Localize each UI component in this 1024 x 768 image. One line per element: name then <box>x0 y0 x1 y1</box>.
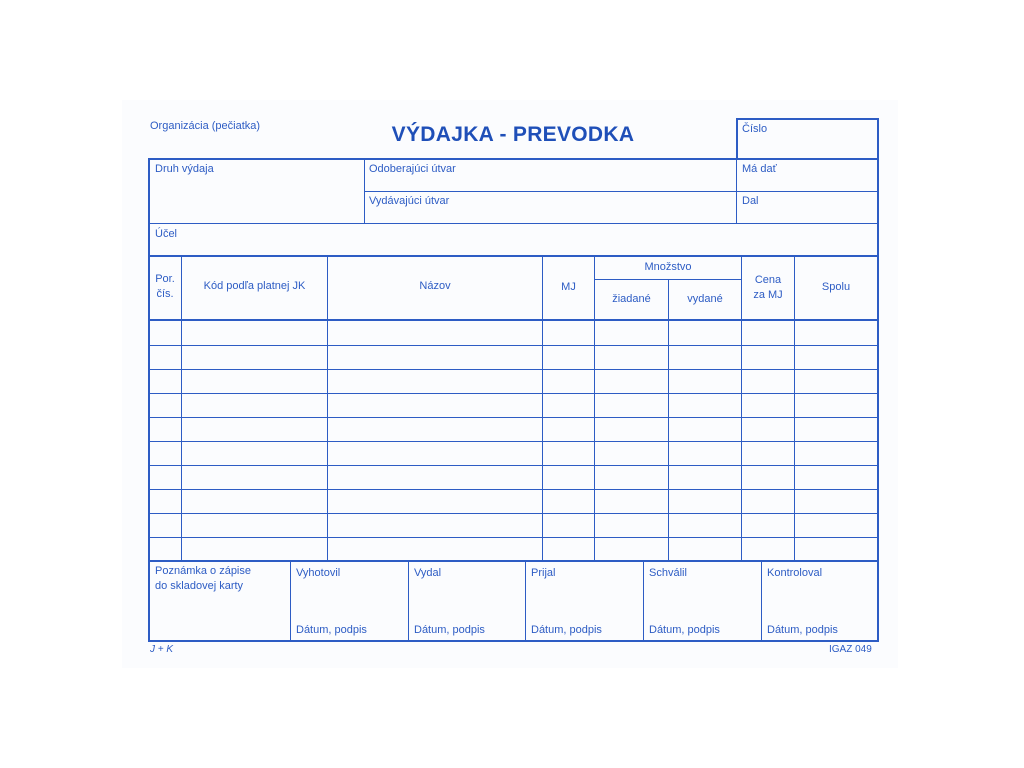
purpose-label: Účel <box>155 228 178 240</box>
frame-bottom <box>148 640 879 642</box>
approved-date-sign: Dátum, podpis <box>649 624 720 636</box>
col-line-price <box>794 256 795 561</box>
table-row-line <box>148 345 879 346</box>
col-no-header-1: Por. <box>155 273 175 285</box>
table-header-bottom <box>148 319 879 321</box>
footer-left-mark: J + K <box>150 644 174 655</box>
issue-type-label: Druh výdaja <box>155 163 214 175</box>
col-total-header: Spolu <box>821 281 851 293</box>
col-code-header: Kód podľa platnej JK <box>203 280 306 292</box>
sig-divider-1 <box>290 561 291 641</box>
number-box-right <box>877 118 879 160</box>
sig-divider-3 <box>525 561 526 641</box>
col-line-name <box>542 256 543 561</box>
frame-left <box>148 158 150 642</box>
number-box-top <box>736 118 879 120</box>
frame-right <box>877 158 879 642</box>
col-price-header-1: Cena <box>754 274 782 286</box>
col-name-header: Názov <box>419 280 451 292</box>
sig-divider-5 <box>761 561 762 641</box>
table-row-line <box>148 417 879 418</box>
received-date-sign: Dátum, podpis <box>531 624 602 636</box>
form-title: VÝDAJKA - PREVODKA <box>391 123 635 146</box>
debit-label: Má dať <box>742 163 777 175</box>
footer-form-code: IGAZ 049 <box>829 644 872 655</box>
issued-by-label: Vydal <box>414 567 442 579</box>
prepared-date-sign: Dátum, podpis <box>296 624 367 636</box>
issued-date-sign: Dátum, podpis <box>414 624 485 636</box>
note-label-2: do skladovej karty <box>155 580 244 592</box>
table-row-line <box>148 489 879 490</box>
issue-transfer-form <box>148 118 879 642</box>
organization-label: Organizácia (pečiatka) <box>150 120 261 132</box>
sig-divider-4 <box>643 561 644 641</box>
number-box-left <box>736 118 738 160</box>
table-row-line <box>148 537 879 538</box>
qty-subheader-line <box>594 279 741 280</box>
info-mid-line <box>364 191 878 192</box>
received-by-label: Prijal <box>531 567 556 579</box>
issuing-unit-label: Vydávajúci útvar <box>369 195 450 207</box>
col-line-qty-split <box>668 280 669 561</box>
checked-date-sign: Dátum, podpis <box>767 624 838 636</box>
table-row-line <box>148 369 879 370</box>
prepared-by-label: Vyhotovil <box>296 567 341 579</box>
col-unit-header: MJ <box>561 281 576 293</box>
table-row-line <box>148 513 879 514</box>
credit-label: Dal <box>742 195 759 207</box>
table-row-line <box>148 465 879 466</box>
checked-by-label: Kontroloval <box>767 567 823 579</box>
col-issued-header: vydané <box>687 293 723 305</box>
col-no-header-2: čís. <box>156 288 174 300</box>
col-requested-header: žiadané <box>612 293 651 305</box>
receiving-unit-label: Odoberajúci útvar <box>369 163 456 175</box>
info-bottom-line <box>148 223 879 224</box>
col-price-header-2: za MJ <box>753 289 783 301</box>
frame-top <box>148 158 879 160</box>
table-bottom-line <box>148 560 879 562</box>
table-row-line <box>148 441 879 442</box>
number-label: Číslo <box>742 123 768 135</box>
purpose-bottom-line <box>148 255 879 257</box>
table-row-line <box>148 393 879 394</box>
col-quantity-header: Množstvo <box>644 261 692 273</box>
sig-divider-2 <box>408 561 409 641</box>
col-line-code <box>327 256 328 561</box>
approved-by-label: Schválil <box>649 567 687 579</box>
col-line-no <box>181 256 182 561</box>
note-label-1: Poznámka o zápise <box>155 565 251 577</box>
